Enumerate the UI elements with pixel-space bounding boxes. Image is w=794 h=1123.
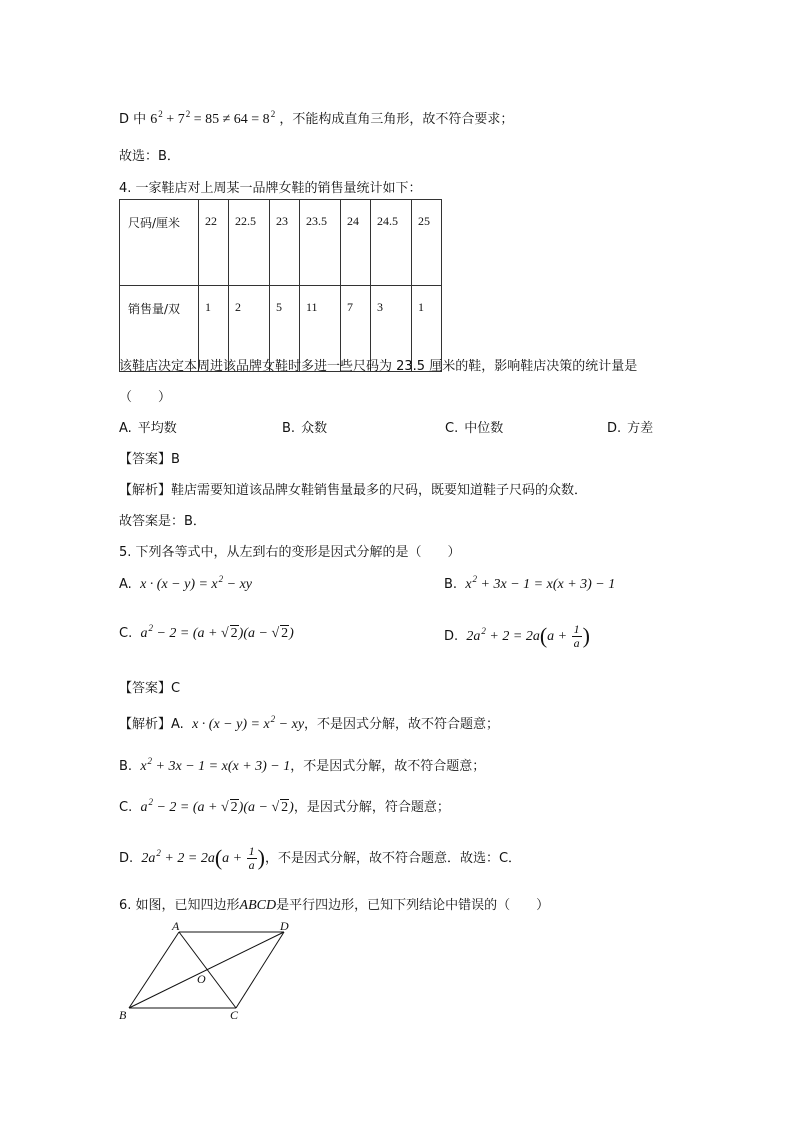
option-label: A. <box>119 421 132 436</box>
q5-analysis-a-note: ，不是因式分解，故不符合题意； <box>304 717 500 732</box>
q6-stem-pre: 6. 如图，已知四边形 <box>119 898 240 913</box>
sales-table <box>119 199 442 372</box>
q5-analysis-c <box>119 796 450 816</box>
q5-option-d <box>444 620 590 650</box>
q4-analysis: 【解析】鞋店需要知道该品牌女鞋销售量最多的尺码，既要知道鞋子尺码的众数． <box>119 483 588 498</box>
center-label-o: O <box>197 972 206 986</box>
q5-option-c-formula: $a^2 - 2 = (a$ + √ 2)(a − √ 2) <box>140 623 294 641</box>
q5-option-a <box>119 574 253 593</box>
option-text: 中位数 <box>464 421 504 436</box>
size-cell: 24 <box>341 200 371 286</box>
option-label: D. <box>607 421 622 436</box>
q4-question: 该鞋店决定本周进该品牌女鞋时多进一些尺码为 23.5 厘米的鞋，影响鞋店决策的统计量是 <box>119 359 638 374</box>
q5-analysis-b-note: ，不是因式分解，故不符合题意； <box>290 759 486 774</box>
option-label: B. <box>119 759 133 774</box>
vertex-label-b: B <box>119 1008 127 1022</box>
sales-cell: 7 <box>341 286 371 372</box>
option-text: 方差 <box>627 421 654 436</box>
q4-option-c <box>445 417 503 436</box>
q5-option-b-formula: $x^2 + 3x - 1 = x(x + 3) - 1$ <box>465 574 616 592</box>
option-label: C. <box>119 626 133 641</box>
sales-header-cell: 销售量/双 <box>120 286 199 372</box>
vertex-label-a: A <box>172 919 180 933</box>
size-cell: 23.5 <box>300 200 341 286</box>
size-cell: 22 <box>199 200 229 286</box>
q5-analysis-prefix: 【解析】A. <box>119 717 184 732</box>
prev-d-line <box>119 108 513 128</box>
q4-conclusion: 故答案是：B． <box>119 514 206 529</box>
q5-stem: 5. 下列各等式中，从左到右的变形是因式分解的是（ ） <box>119 545 461 560</box>
q5-analysis-a-formula: $x \cdot (x - y) = x^2$ − xy <box>192 714 305 732</box>
option-label: D. <box>119 851 134 866</box>
q5-option-d-formula: $2a^2 + 2 = 2a(a$ + $\frac{1}{a}$ ) <box>466 622 590 651</box>
size-cell: 25 <box>412 200 442 286</box>
q5-analysis-b-formula: $x^2 + 3x - 1 = x(x + 3) - 1$ <box>140 756 291 774</box>
q4-option-a <box>119 417 177 436</box>
parallelogram-figure <box>112 918 302 1023</box>
q5-option-c <box>119 625 294 642</box>
option-label: C. <box>445 421 459 436</box>
q4-paren: （ ） <box>119 390 172 405</box>
size-cell: 23 <box>270 200 300 286</box>
q5-analysis-c-formula: $a^2 - 2 = (a$ + √ 2)(a − √ 2) <box>140 797 294 815</box>
q4-option-d <box>607 417 653 436</box>
sales-cell: 1 <box>199 286 229 372</box>
q5-answer: 【答案】C <box>119 681 181 696</box>
diagonal-bd <box>129 932 284 1008</box>
sales-cell: 1 <box>412 286 442 372</box>
q6-stem-name: ABCD <box>239 898 277 913</box>
prev-d-prefix: D 中 <box>119 112 147 127</box>
sales-cell: 5 <box>270 286 300 372</box>
sales-table-size-row <box>120 200 442 286</box>
sales-cell: 2 <box>229 286 270 372</box>
side-ba <box>129 932 179 1008</box>
q6-stem-post: 是平行四边形，已知下列结论中错误的（ ） <box>276 898 550 913</box>
prev-d-suffix: ，不能构成直角三角形，故不符合要求； <box>279 112 514 127</box>
size-header-cell: 尺码/厘米 <box>120 200 199 286</box>
q5-analysis-d-note: ，不是因式分解，故不符合题意．故选：C． <box>264 851 522 866</box>
q4-answer: 【答案】B <box>119 452 180 467</box>
q5-analysis-c-note: ，是因式分解，符合题意； <box>293 800 450 815</box>
option-label: D. <box>444 629 459 644</box>
q4-option-b <box>282 417 327 436</box>
q4-stem: 4. 一家鞋店对上周某一品牌女鞋的销售量统计如下： <box>119 181 422 196</box>
size-cell: 24.5 <box>371 200 412 286</box>
q5-option-b <box>444 574 616 593</box>
option-label: C. <box>119 800 133 815</box>
sales-cell: 3 <box>371 286 412 372</box>
q5-analysis-b <box>119 755 485 775</box>
q5-option-a-formula: $x \cdot (x - y) = x^2$ − xy <box>140 574 253 592</box>
q5-analysis-d-formula: $2a^2 + 2 = 2a(a$ + $\frac{1}{a}$ ) <box>141 844 265 873</box>
q5-analysis-d <box>119 842 521 872</box>
option-label: B. <box>282 421 296 436</box>
vertex-label-c: C <box>230 1008 239 1022</box>
option-text: 平均数 <box>137 421 177 436</box>
size-cell: 22.5 <box>229 200 270 286</box>
option-text: 众数 <box>301 421 328 436</box>
q6-stem <box>119 894 549 914</box>
option-label: B. <box>444 577 458 592</box>
vertex-label-d: D <box>280 919 289 933</box>
q5-analysis-a <box>119 713 499 733</box>
option-label: A. <box>119 577 132 592</box>
prev-answer-line: 故选：B． <box>119 149 180 164</box>
prev-d-equation: $6^2 + 7^2 = 85 \ne 64 = 8^2$ <box>150 109 276 127</box>
sales-cell: 11 <box>300 286 341 372</box>
